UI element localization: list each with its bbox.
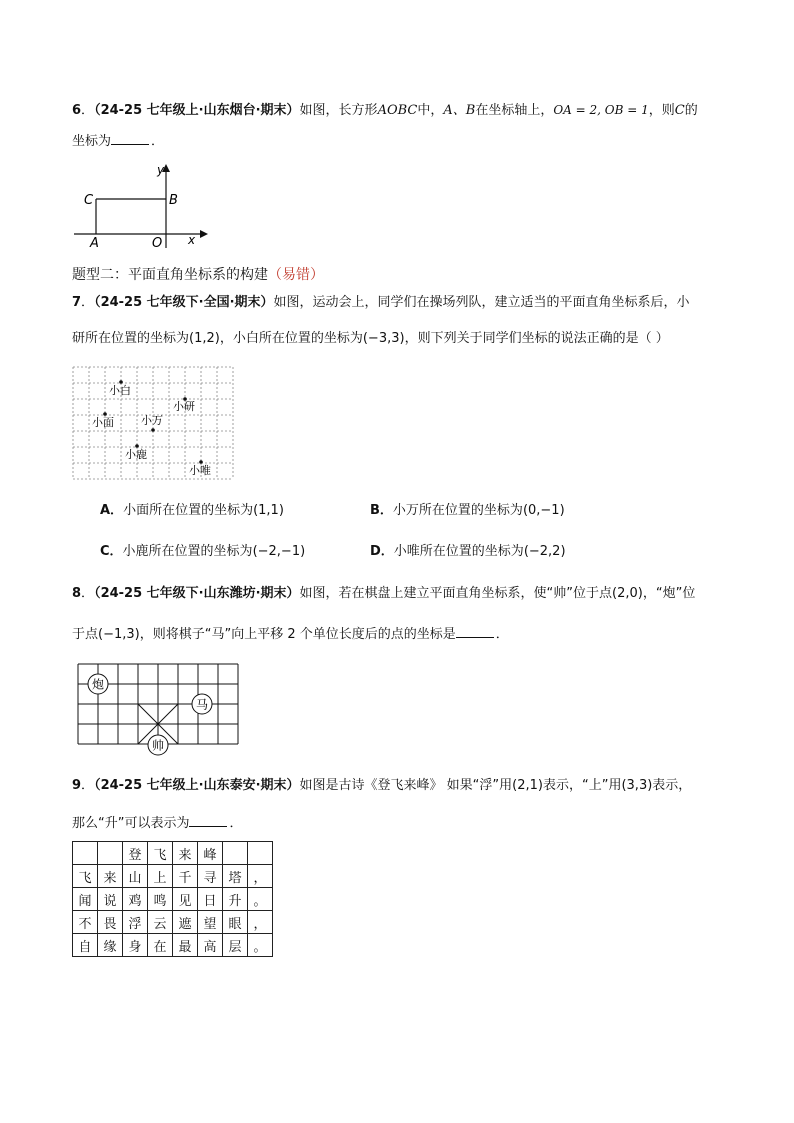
poem-row	[73, 911, 273, 934]
poem-cell: 飞	[73, 865, 98, 888]
q9-line2: 那么“升”可以表示为 ．	[72, 816, 243, 831]
poem-table	[72, 841, 273, 957]
poem-row	[73, 888, 273, 911]
poem-cell: 闻	[73, 888, 98, 911]
label-o: O	[152, 236, 163, 251]
poem-cell: 来	[98, 865, 123, 888]
q7-option-c[interactable]: C．小鹿所在位置的坐标为(−2,−1)	[100, 544, 306, 559]
q7-option-d[interactable]: D．小唯所在位置的坐标为(−2,2)	[370, 544, 566, 559]
q7-grid-figure	[72, 366, 236, 480]
label-xiaoyan: 小研	[173, 400, 195, 413]
poem-cell: 来	[173, 842, 198, 865]
poem-cell: 塔	[223, 865, 248, 888]
poem-cell	[73, 842, 98, 865]
poem-cell	[98, 842, 123, 865]
q7-option-b[interactable]: B．小万所在位置的坐标为(0,−1)	[370, 503, 565, 518]
q7-number: 7	[72, 295, 82, 310]
poem-cell: 层	[223, 934, 248, 957]
label-c: C	[84, 193, 94, 208]
poem-cell: 峰	[198, 842, 223, 865]
piece-pao[interactable]	[88, 674, 108, 694]
poem-cell	[223, 842, 248, 865]
q7-line1: 7．（24-25 七年级下·全国·期末）如图，运动会上，同学们在操场列队，建立适当的平面直角坐标系后，小	[72, 295, 690, 310]
q9-source: （24-25 七年级上·山东泰安·期末）	[94, 778, 300, 793]
poem-cell: 自	[73, 934, 98, 957]
q7-line2: 研所在位置的坐标为(1,2)，小白所在位置的坐标为(−3,3)，则下列关于同学们坐标的说法正确的是（ ）	[72, 331, 669, 346]
poem-cell: 高	[198, 934, 223, 957]
poem-cell: 说	[98, 888, 123, 911]
poem-row	[73, 842, 273, 865]
q8-line1: 8．（24-25 七年级下·山东潍坊·期末）如图，若在棋盘上建立平面直角坐标系，使“帅”位于点(2,0)，“炮”位	[72, 586, 696, 601]
poem-cell: 鸡	[123, 888, 148, 911]
label-x: x	[188, 233, 196, 247]
svg-text:帅: 帅	[151, 738, 165, 753]
q9-line1: 9．（24-25 七年级上·山东泰安·期末）如图是古诗《登飞来峰》 如果“浮”用(2,1)表示，“上”用(3,3)表示，	[72, 778, 692, 793]
q7-option-a[interactable]: A．小面所在位置的坐标为(1,1)	[100, 503, 284, 518]
section-heading	[72, 264, 324, 284]
label-xiaomian: 小面	[92, 416, 114, 429]
poem-cell: 见	[173, 888, 198, 911]
svg-text:马: 马	[195, 697, 209, 712]
q6-number: 6	[72, 103, 82, 118]
poem-cell: 升	[223, 888, 248, 911]
poem-cell: 缘	[98, 934, 123, 957]
poem-cell: 眼	[223, 911, 248, 934]
piece-ma[interactable]	[192, 694, 212, 714]
poem-cell: 山	[123, 865, 148, 888]
poem-cell: 畏	[98, 911, 123, 934]
poem-cell: 在	[148, 934, 173, 957]
q6-line1: 6．（24-25 七年级上·山东烟台·期末）如图，长方形AOBC中，A、B在坐标轴上，OA = 2, OB = 1，则C的	[72, 103, 698, 118]
label-xiaowan: 小万	[141, 414, 163, 427]
poem-row	[73, 865, 273, 888]
poem-cell: 鸣	[148, 888, 173, 911]
poem-cell: 不	[73, 911, 98, 934]
q7-source: （24-25 七年级下·全国·期末）	[94, 295, 274, 310]
q9-poem-grid	[72, 841, 273, 957]
piece-shuai[interactable]	[148, 735, 168, 755]
svg-text:炮: 炮	[91, 677, 105, 692]
label-a: A	[90, 236, 99, 251]
poem-cell: 飞	[148, 842, 173, 865]
poem-row	[73, 934, 273, 957]
q6-condition: OA = 2, OB = 1	[553, 103, 649, 117]
poem-cell: 望	[198, 911, 223, 934]
poem-cell: 寻	[198, 865, 223, 888]
poem-cell: ，	[248, 911, 273, 934]
q8-source: （24-25 七年级下·山东潍坊·期末）	[94, 586, 300, 601]
poem-cell: 日	[198, 888, 223, 911]
poem-cell: 千	[173, 865, 198, 888]
poem-cell: ，	[248, 865, 273, 888]
label-b: B	[169, 193, 178, 208]
poem-cell: 最	[173, 934, 198, 957]
q6-line2: 坐标为 ．	[72, 134, 165, 149]
x-axis-arrow	[200, 230, 208, 238]
poem-cell: 。	[248, 888, 273, 911]
answer-blank[interactable]	[456, 625, 494, 638]
label-xiaolu: 小鹿	[125, 448, 147, 461]
poem-cell: 遮	[173, 911, 198, 934]
q8-chessboard	[76, 660, 246, 758]
q6-source: （24-25 七年级上·山东烟台·期末）	[94, 103, 300, 118]
poem-cell: 上	[148, 865, 173, 888]
poem-cell: 。	[248, 934, 273, 957]
q9-number: 9	[72, 778, 82, 793]
answer-blank[interactable]	[111, 132, 149, 145]
section-tag: （易错）	[268, 267, 324, 283]
point-xiaowan	[151, 428, 155, 432]
q8-line2: 于点(−1,3)，则将棋子“马”向上平移 2 个单位长度后的点的坐标是 ．	[72, 627, 509, 642]
section-title: 题型二：平面直角坐标系的构建	[72, 267, 268, 283]
q8-number: 8	[72, 586, 82, 601]
poem-cell: 身	[123, 934, 148, 957]
poem-cell	[248, 842, 273, 865]
poem-cell: 云	[148, 911, 173, 934]
label-y: y	[157, 163, 165, 177]
q6-figure	[70, 160, 210, 252]
poem-cell: 登	[123, 842, 148, 865]
poem-cell: 浮	[123, 911, 148, 934]
answer-blank[interactable]	[189, 814, 227, 827]
label-xiaowei: 小唯	[189, 464, 211, 477]
label-xiaobai: 小白	[109, 384, 131, 397]
